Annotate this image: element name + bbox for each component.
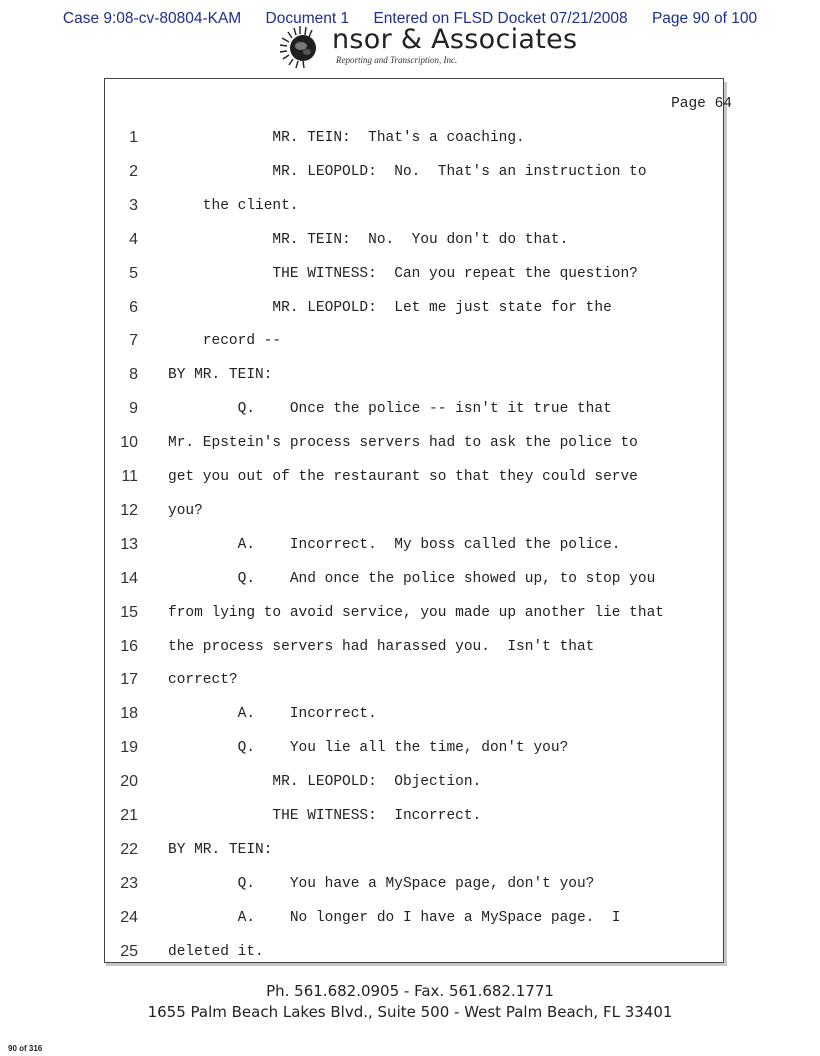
line-text: MR. LEOPOLD: Objection.: [168, 774, 482, 791]
line-number: 6: [129, 298, 138, 316]
stamp-page: Page 90 of 100: [651, 10, 758, 27]
line-number: 18: [120, 705, 138, 723]
line-number: 11: [121, 468, 138, 485]
page-count: 90 of 316: [8, 1044, 43, 1053]
line-number: 24: [120, 908, 138, 926]
line-text: Q. Once the police -- isn't it true that: [168, 401, 612, 418]
transcript-line: [104, 875, 724, 909]
footer-address: 1655 Palm Beach Lakes Blvd., Suite 500 - West Palm Beach, FL 33401: [147, 1003, 673, 1021]
docket-entry: Entered on FLSD Docket 07/21/2008: [373, 10, 628, 27]
line-number: 17: [120, 671, 138, 689]
line-text: A. No longer do I have a MySpace page. I: [168, 909, 621, 926]
line-number: 3: [129, 196, 138, 214]
line-text: deleted it.: [168, 943, 264, 960]
frame-shadow-right: [724, 82, 727, 966]
transcript-line: [104, 299, 724, 333]
transcript-line: [104, 468, 724, 502]
transcript-line: [104, 129, 724, 163]
transcript-line: [104, 807, 724, 841]
line-text: MR. LEOPOLD: Let me just state for the: [168, 299, 612, 316]
transcript-line: [104, 773, 724, 807]
line-text: the client.: [168, 197, 299, 214]
transcript-line: [104, 434, 724, 468]
line-number: 8: [129, 366, 138, 384]
footer-phone: Ph. 561.682.0905 - Fax. 561.682.1771: [266, 982, 554, 1000]
transcript-line: [104, 638, 724, 672]
line-number: 9: [129, 400, 138, 418]
transcript-line: [104, 231, 724, 265]
line-text: BY MR. TEIN:: [168, 367, 273, 384]
line-number: 2: [129, 162, 138, 180]
reporter-logo: [270, 24, 578, 70]
transcript-line: [104, 265, 724, 299]
line-number: 14: [120, 569, 138, 587]
line-text: MR. TEIN: That's a coaching.: [168, 130, 525, 146]
transcript-line: [104, 570, 724, 604]
line-text: Q. You have a MySpace page, don't you?: [168, 875, 595, 892]
line-text: correct?: [168, 672, 238, 689]
line-text: from lying to avoid service, you made up another lie that: [168, 604, 664, 621]
line-text: BY MR. TEIN:: [168, 841, 273, 858]
line-number: 4: [129, 230, 138, 248]
line-number: 16: [120, 637, 138, 655]
line-number: 23: [120, 874, 138, 892]
line-number: 21: [120, 807, 138, 824]
transcript-line: [104, 705, 724, 739]
transcript-line: [104, 841, 724, 875]
line-text: THE WITNESS: Incorrect.: [168, 808, 482, 824]
transcript-line: [104, 400, 724, 434]
line-text: Q. You lie all the time, don't you?: [168, 740, 569, 757]
line-number: 25: [120, 942, 138, 960]
transcript-line: [104, 943, 724, 977]
transcript-line: [104, 332, 724, 366]
transcript-line: [104, 909, 724, 943]
transcript-line: [104, 739, 724, 773]
line-text: MR. TEIN: No. You don't do that.: [168, 231, 569, 248]
transcript-line: [104, 502, 724, 536]
globe-icon: [270, 24, 334, 70]
line-text: A. Incorrect. My boss called the police.: [168, 536, 621, 553]
line-number: 5: [129, 264, 138, 282]
line-number: 1: [129, 129, 138, 146]
line-number: 22: [120, 840, 138, 858]
line-number: 19: [120, 739, 138, 757]
line-number: 7: [129, 332, 138, 350]
line-number: 15: [120, 603, 138, 621]
case-number: Case 9:08-cv-80804-KAM: [62, 10, 242, 27]
transcript-line: [104, 197, 724, 231]
line-text: Q. And once the police showed up, to stop you: [168, 570, 656, 587]
transcript-line: [104, 536, 724, 570]
line-number: 20: [120, 773, 138, 791]
line-text: the process servers had harassed you. Isn't that: [168, 638, 595, 655]
line-text: Mr. Epstein's process servers had to ask the police to: [168, 435, 638, 452]
line-number: 12: [120, 501, 138, 519]
line-text: record --: [168, 333, 282, 350]
document-number: Document 1: [265, 10, 350, 27]
line-number: 13: [120, 535, 138, 553]
logo-name: nsor & Associates: [332, 24, 578, 55]
transcript-line: [104, 163, 724, 197]
logo-subtitle: Reporting and Transcription, Inc.: [336, 55, 458, 65]
transcript-line: [104, 671, 724, 705]
transcript-line: [104, 604, 724, 638]
transcript-line: [104, 366, 724, 400]
line-text: you?: [168, 502, 203, 519]
line-text: THE WITNESS: Can you repeat the question?: [168, 265, 638, 282]
line-text: get you out of the restaurant so that they could serve: [168, 469, 638, 485]
transcript-page-label: Page 64: [671, 96, 732, 112]
line-text: MR. LEOPOLD: No. That's an instruction to: [168, 163, 647, 180]
line-text: A. Incorrect.: [168, 706, 377, 723]
line-number: 10: [120, 434, 138, 452]
